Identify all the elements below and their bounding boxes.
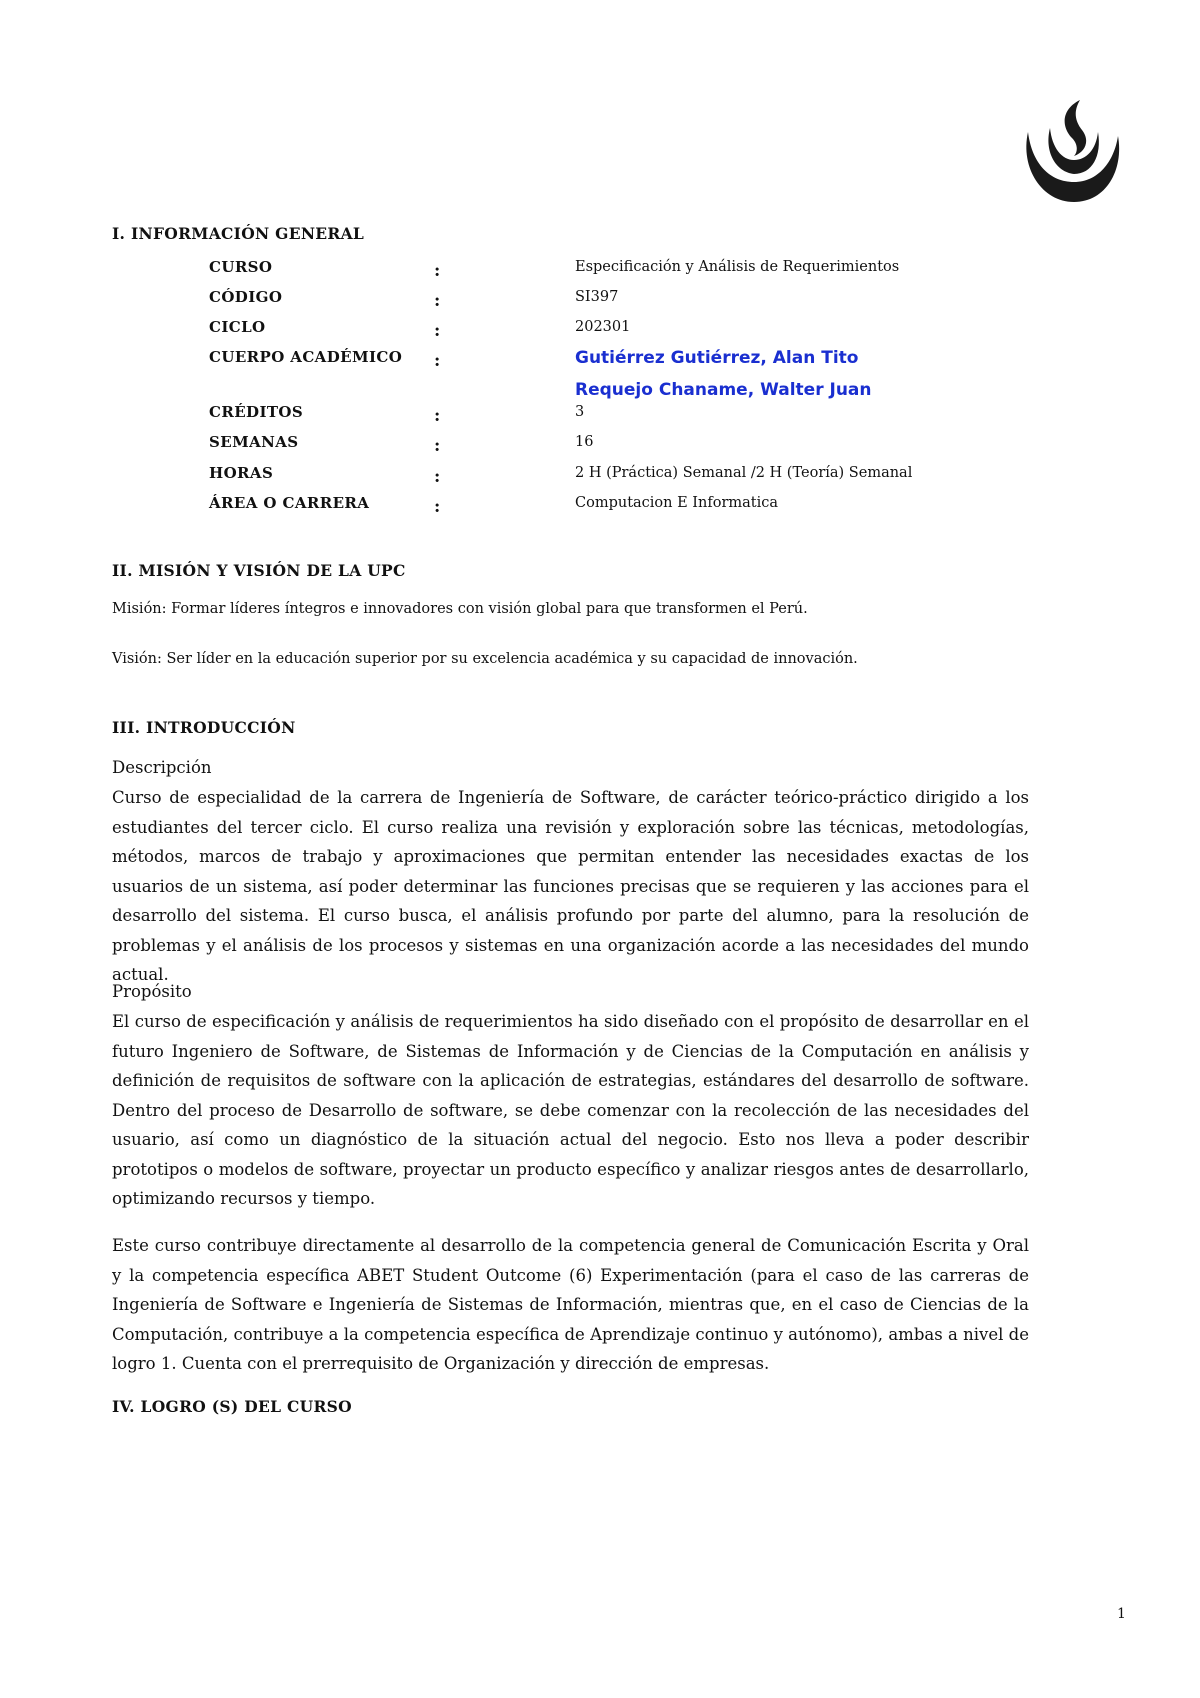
upc-logo-icon (1020, 98, 1124, 206)
info-value: 202301 (575, 319, 631, 335)
info-value: Especificación y Análisis de Requerimientos (575, 259, 900, 275)
section-heading-general-info: I. INFORMACIÓN GENERAL (112, 224, 365, 243)
info-row-cuerpo-academico (209, 348, 1029, 410)
info-colon: : (434, 436, 441, 456)
info-label: CRÉDITOS (209, 403, 304, 421)
vision-text: Visión: Ser líder en la educación superior por su excelencia académica y su capacidad de innovación. (112, 651, 858, 667)
info-label: ÁREA O CARRERA (209, 494, 370, 512)
competence-paragraph: Este curso contribuye directamente al desarrollo de la competencia general de Comunicación Escrita y Oral y la competencia específica ABET Student Outcome (6) Experimentación (para el caso de las carreras de Ingeniería de Software e Ingeniería de Sistemas de Información, mientras que, en el caso de Ciencias de la Computación, contribuye a la competencia específica de Aprendizaje continuo y autónomo), ambas a nivel de logro 1. Cuenta con el prerrequisito de Organización y dirección de empresas. (112, 1236, 1029, 1373)
info-colon: : (434, 351, 441, 371)
info-row-area (209, 494, 1029, 524)
info-colon: : (434, 261, 441, 281)
info-row-horas (209, 464, 1029, 494)
faculty-name: Gutiérrez Gutiérrez, Alan Tito (575, 348, 859, 368)
info-colon: : (434, 406, 441, 426)
purpose-title: Propósito (112, 982, 192, 1001)
info-value: Computacion E Informatica (575, 495, 779, 511)
info-label: CÓDIGO (209, 288, 283, 306)
section-heading-mission-vision: II. MISIÓN Y VISIÓN DE LA UPC (112, 561, 406, 580)
info-label: HORAS (209, 464, 274, 482)
info-label: CUERPO ACADÉMICO (209, 348, 403, 366)
info-colon: : (434, 291, 441, 311)
info-row-creditos (209, 403, 1029, 433)
faculty-name: Requejo Chaname, Walter Juan (575, 380, 872, 400)
info-value: 3 (575, 404, 585, 420)
info-label: SEMANAS (209, 433, 299, 451)
info-colon: : (434, 467, 441, 487)
info-label: CICLO (209, 318, 266, 336)
info-colon: : (434, 497, 441, 517)
page-number: 1 (1117, 1606, 1126, 1622)
purpose-paragraph: El curso de especificación y análisis de requerimientos ha sido diseñado con el propósito de desarrollar en el futuro Ingeniero de Software, de Sistemas de Información y de Ciencias de la Computación en análisis y definición de requisitos de software con la aplicación de estrategias, estándares del desarrollo de software. Dentro del proceso de Desarrollo de software, se debe comenzar con la recolección de las necesidades del usuario, así como un diagnóstico de la situación actual del negocio. Esto nos lleva a poder describir prototipos o modelos de software, proyectar un producto específico y analizar riesgos antes de desarrollarlo, optimizando recursos y tiempo. (112, 1012, 1029, 1208)
info-colon: : (434, 321, 441, 341)
info-value: 2 H (Práctica) Semanal /2 H (Teoría) Semanal (575, 465, 913, 481)
section-heading-introduction: III. INTRODUCCIÓN (112, 718, 296, 737)
info-row-ciclo (209, 318, 1029, 348)
section-heading-course-outcomes: IV. LOGRO (S) DEL CURSO (112, 1397, 352, 1416)
description-paragraph: Curso de especialidad de la carrera de Ingeniería de Software, de carácter teórico-práctico dirigido a los estudiantes del tercer ciclo. El curso realiza una revisión y exploración sobre las técnicas, metodologías, métodos, marcos de trabajo y aproximaciones que permitan entender las necesidades exactas de los usuarios de un sistema, así poder determinar las funciones precisas que se requieren y las acciones para el desarrollo del sistema. El curso busca, el análisis profundo por parte del alumno, para la resolución de problemas y el análisis de los procesos y sistemas en una organización acorde a las necesidades del mundo actual. (112, 788, 1029, 984)
info-row-semanas (209, 433, 1029, 463)
description-title: Descripción (112, 758, 212, 777)
info-label: CURSO (209, 258, 273, 276)
info-row-curso (209, 258, 1029, 288)
info-row-codigo (209, 288, 1029, 318)
info-value: 16 (575, 434, 594, 450)
mission-text: Misión: Formar líderes íntegros e innovadores con visión global para que transformen el Perú. (112, 601, 808, 617)
info-value: SI397 (575, 289, 619, 305)
